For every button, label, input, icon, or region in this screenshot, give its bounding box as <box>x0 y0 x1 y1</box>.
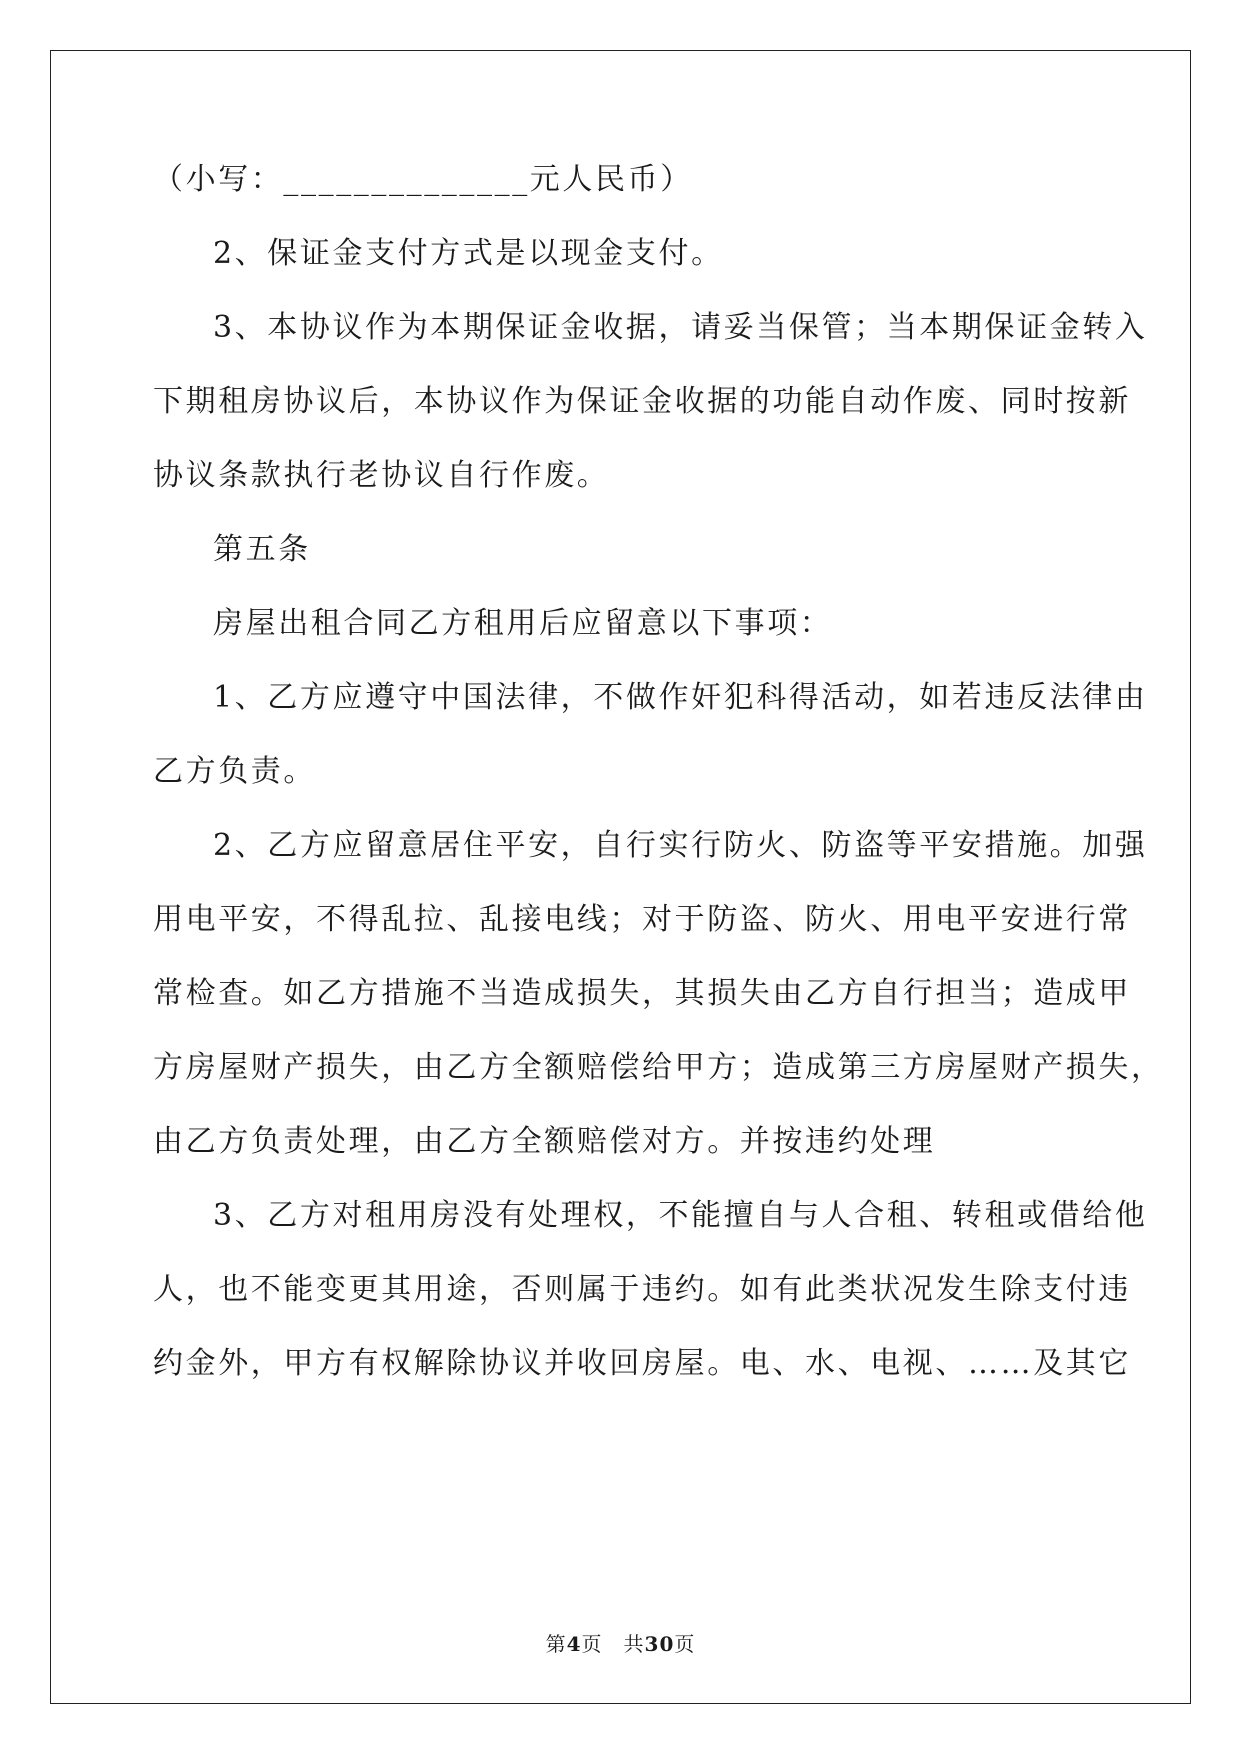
footer-mid: 页 共 <box>581 1632 645 1656</box>
text-line: 房屋出租合同乙方租用后应留意以下事项： <box>213 606 833 641</box>
text-line: 常检查。如乙方措施不当造成损失，其损失由乙方自行担当；造成甲 <box>153 976 1131 1011</box>
text-line: 下期租房协议后，本协议作为保证金收据的功能自动作废、同时按新 <box>153 384 1131 419</box>
text-line: 由乙方负责处理，由乙方全额赔偿对方。并按违约处理 <box>153 1124 936 1159</box>
text-line: 乙方负责。 <box>153 754 316 789</box>
text-line: 协议条款执行老协议自行作废。 <box>153 458 610 493</box>
page-border <box>50 50 1191 1704</box>
text-line: 用电平安，不得乱拉、乱接电线；对于防盗、防火、用电平安进行常 <box>153 902 1131 937</box>
text-line: 约金外，甲方有权解除协议并收回房屋。电、水、电视、……及其它 <box>153 1346 1131 1381</box>
page-footer <box>0 1632 1241 1656</box>
text-line: 1、乙方应遵守中国法律，不做作奸犯科得活动，如若违反法律由 <box>213 680 1148 715</box>
current-page-number: 4 <box>566 1632 582 1656</box>
text-line: 2、保证金支付方式是以现金支付。 <box>213 236 724 271</box>
section-heading: 第五条 <box>213 532 311 567</box>
text-line: 3、本协议作为本期保证金收据，请妥当保管；当本期保证金转入 <box>213 310 1148 345</box>
footer-prefix: 第 <box>545 1632 567 1656</box>
text-line: 3、乙方对租用房没有处理权，不能擅自与人合租、转租或借给他 <box>213 1198 1148 1233</box>
text-line: 人，也不能变更其用途，否则属于违约。如有此类状况发生除支付违 <box>153 1272 1131 1307</box>
total-page-count: 30 <box>644 1632 675 1656</box>
text-line: （小写：______________元人民币） <box>153 162 693 197</box>
text-line: 2、乙方应留意居住平安，自行实行防火、防盗等平安措施。加强 <box>213 828 1148 863</box>
footer-suffix: 页 <box>674 1632 696 1656</box>
text-line: 方房屋财产损失，由乙方全额赔偿给甲方；造成第三方房屋财产损失， <box>153 1050 1164 1085</box>
